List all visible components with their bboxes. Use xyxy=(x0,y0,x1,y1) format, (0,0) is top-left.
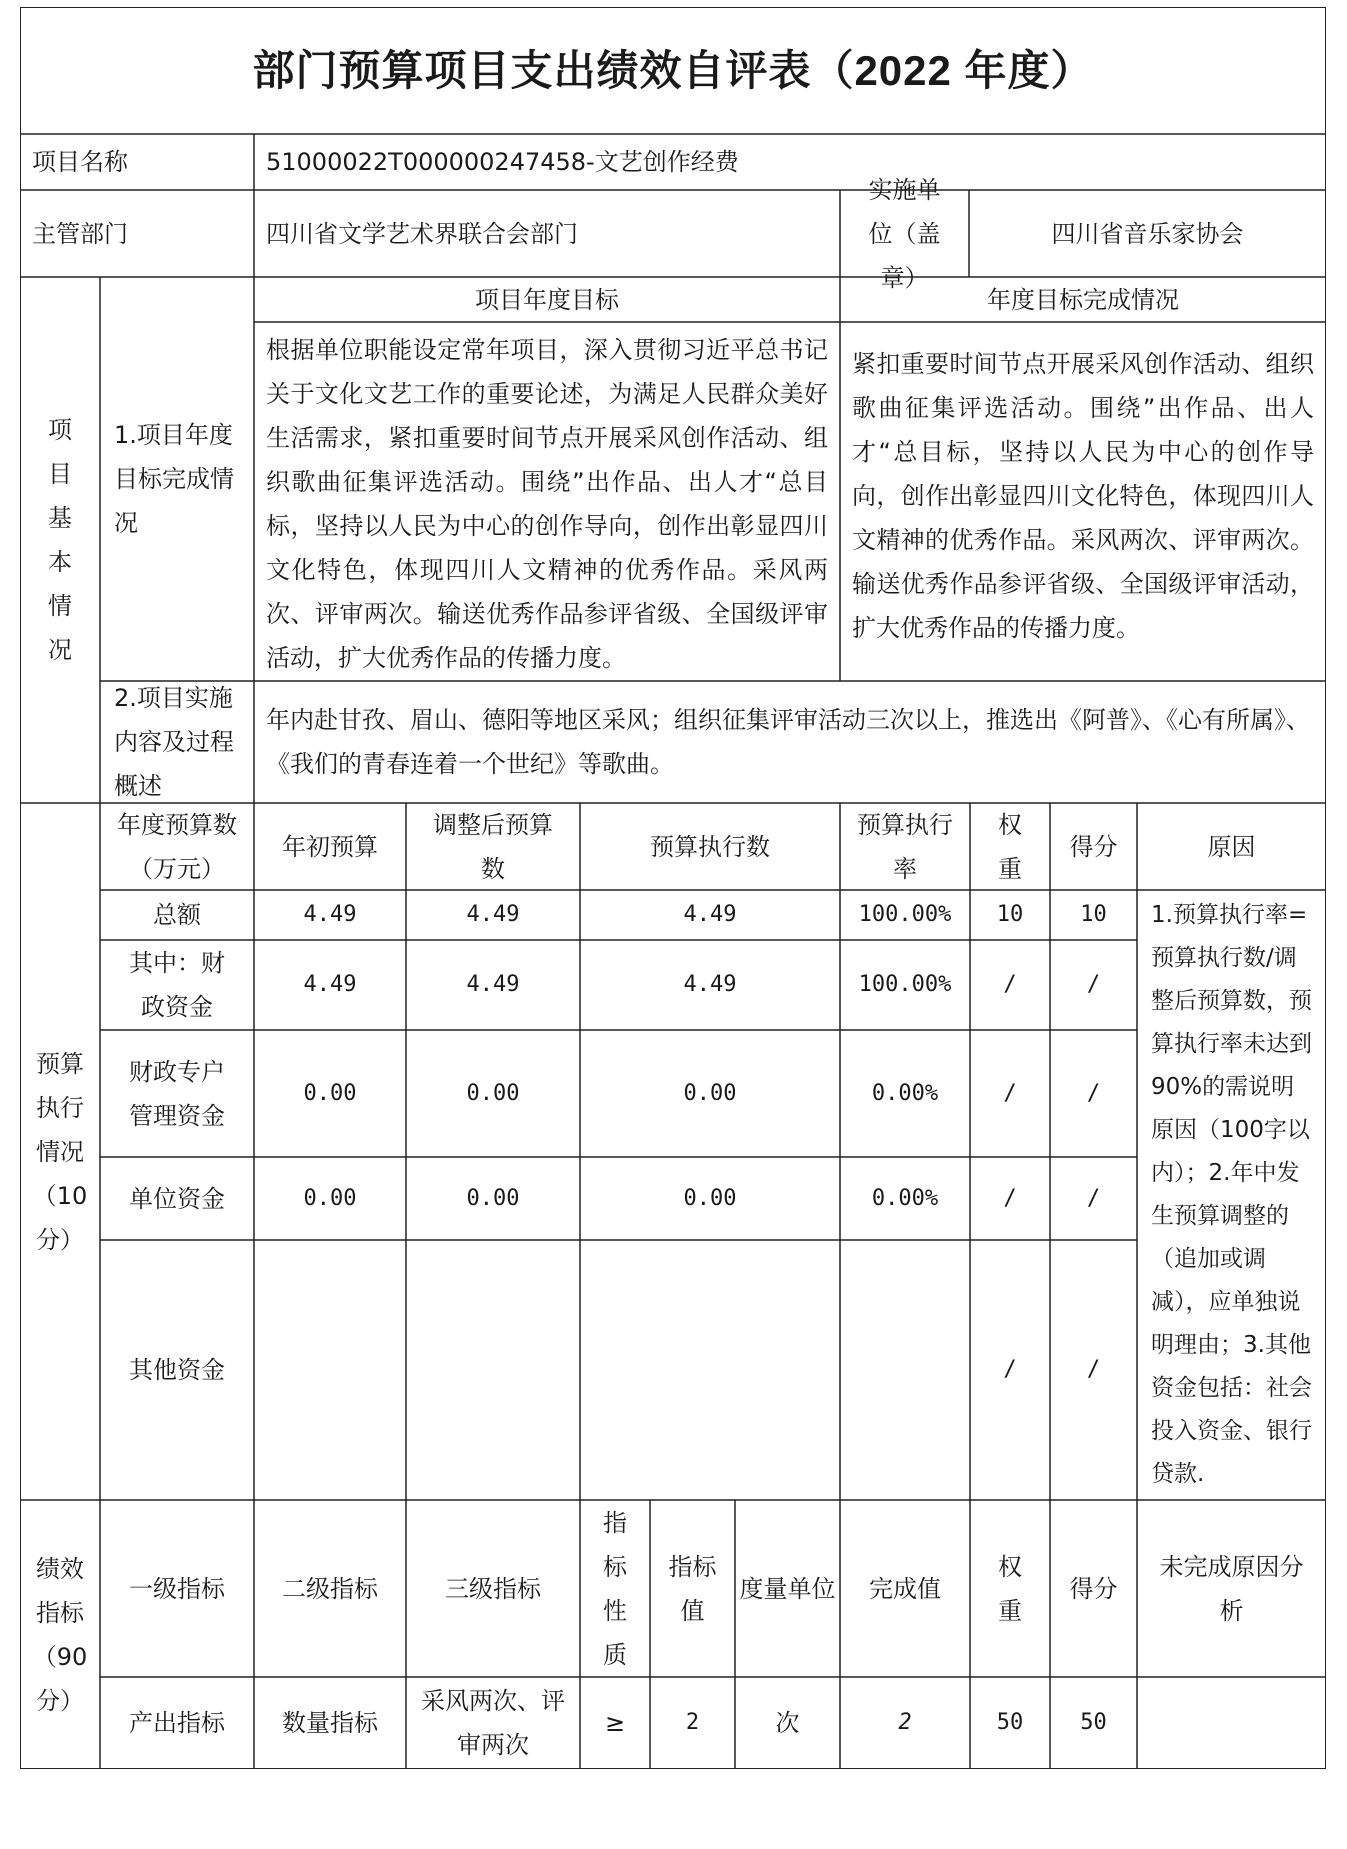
budget-section-label: 预算执行情况（10分） xyxy=(32,1049,88,1254)
perf-row-level2: 数量指标 xyxy=(282,1709,378,1737)
performance-section-label: 绩效指标（90分） xyxy=(32,1554,88,1715)
perf-row-level3: 采风两次、评审两次 xyxy=(421,1687,565,1759)
page-title: 部门预算项目支出绩效自评表（2022 年度） xyxy=(252,46,1094,94)
perf-header-completed: 完成值 xyxy=(869,1574,941,1603)
budget-reason-text: 1.预算执行率=预算执行数/调整后预算数，预算执行率未达到90%的需说明原因（100字以内）；2.年中发生预算调整的（追加或调减），应单独说明理由；3.其他资金包括：社会投入资金、银行贷款. xyxy=(1151,902,1312,1487)
budget-row-score: / xyxy=(1086,1080,1101,1106)
budget-row-category: 其他资金 xyxy=(129,1356,225,1384)
goal-label: 1.项目年度目标完成情况 xyxy=(114,421,234,537)
budget-row-executed xyxy=(580,1240,840,1500)
project-name-value: 51000022T000000247458-文艺创作经费 xyxy=(266,148,739,176)
perf-row-weight: 50 xyxy=(996,1710,1024,1735)
budget-header-executed: 预算执行数 xyxy=(650,832,770,861)
perf-row-level1: 产出指标 xyxy=(129,1709,225,1737)
perf-header-unit: 度量单位 xyxy=(739,1574,836,1603)
budget-row-initial: 0.00 xyxy=(303,1185,357,1211)
budget-row-adjusted: 0.00 xyxy=(466,1080,520,1106)
budget-row-score: 10 xyxy=(1080,902,1107,927)
perf-row-score: 50 xyxy=(1080,1710,1107,1735)
perf-row-completed: 2 xyxy=(898,1710,912,1735)
budget-row-category: 总额 xyxy=(153,901,201,929)
perf-header-level1: 一级指标 xyxy=(129,1574,225,1603)
budget-header-weight: 权重 xyxy=(998,810,1022,883)
goal-text: 根据单位职能设定常年项目，深入贯彻习近平总书记关于文化文艺工作的重要论述，为满足人民群众美好生活需求，紧扣重要时间节点开展采风创作活动、组织歌曲征集评选活动。围绕”出作品、出人才“总目标，坚持以人民为中心的创作导向，创作出彰显四川文化特色，体现四川人文精神的优秀作品。采风两次、评审两次。输送优秀作品参评省级、全国级评审活动，扩大优秀作品的传播力度。 xyxy=(266,336,828,672)
budget-row-initial: 4.49 xyxy=(303,902,357,927)
budget-row-rate: 100.00% xyxy=(858,902,952,927)
completion-text: 紧扣重要时间节点开展采风创作活动、组织歌曲征集评选活动。围绕”出作品、出人才“总目标，坚持以人民为中心的创作导向，创作出彰显四川文化特色，体现四川人文精神的优秀作品。采风两次、评审两次。输送优秀作品参评省级、全国级评审活动，扩大优秀作品的传播力度。 xyxy=(852,350,1314,642)
perf-header-level3: 三级指标 xyxy=(445,1574,541,1603)
budget-row-executed: 0.00 xyxy=(683,1080,737,1106)
budget-header-rate: 预算执行率 xyxy=(857,810,953,883)
completion-header: 年度目标完成情况 xyxy=(987,285,1179,314)
perf-row-reason xyxy=(1137,1677,1326,1769)
budget-row-weight: / xyxy=(1003,1080,1017,1106)
budget-header-adjusted: 调整后预算数 xyxy=(433,810,553,883)
perf-header-reason: 未完成原因分析 xyxy=(1159,1552,1304,1625)
budget-header-category: 年度预算数（万元） xyxy=(117,810,237,883)
budget-row-executed: 4.49 xyxy=(683,972,737,997)
budget-row-initial: 0.00 xyxy=(303,1080,357,1106)
budget-row-score: / xyxy=(1086,1357,1101,1382)
perf-header-nature: 指标性质 xyxy=(603,1508,627,1669)
basic-info-label: 项目基本情况 xyxy=(48,416,72,664)
budget-header-reason: 原因 xyxy=(1207,832,1256,861)
self-evaluation-table xyxy=(20,7,1326,1769)
budget-row-adjusted xyxy=(406,1240,580,1500)
budget-row-adjusted: 4.49 xyxy=(466,902,520,927)
perf-header-value: 指标值 xyxy=(668,1552,717,1625)
budget-row-executed: 4.49 xyxy=(683,902,737,927)
budget-row-category: 财政专户管理资金 xyxy=(129,1057,225,1130)
budget-row-adjusted: 0.00 xyxy=(466,1185,520,1211)
budget-header-score: 得分 xyxy=(1069,832,1118,861)
budget-row-weight: / xyxy=(1003,1357,1017,1382)
perf-row-nature: ≥ xyxy=(604,1709,626,1737)
perf-header-level2: 二级指标 xyxy=(282,1574,378,1603)
budget-row-score: / xyxy=(1086,972,1101,997)
budget-row-rate: 0.00% xyxy=(871,1080,939,1106)
budget-row-score: / xyxy=(1086,1185,1101,1211)
budget-row-adjusted: 4.49 xyxy=(466,972,520,997)
budget-row-category: 其中：财政资金 xyxy=(129,949,225,1021)
goal-header: 项目年度目标 xyxy=(475,285,619,314)
budget-row-rate: 0.00% xyxy=(871,1185,939,1211)
budget-row-initial xyxy=(254,1240,406,1500)
perf-header-weight: 权重 xyxy=(998,1552,1022,1625)
project-name-label: 项目名称 xyxy=(32,148,128,176)
budget-row-initial: 4.49 xyxy=(303,972,357,997)
perf-row-unit: 次 xyxy=(775,1709,800,1737)
budget-row-weight: / xyxy=(1003,972,1017,997)
budget-row-executed: 0.00 xyxy=(683,1185,737,1211)
budget-row-rate: 100.00% xyxy=(858,972,952,997)
impl-text: 年内赴甘孜、眉山、德阳等地区采风；组织征集评审活动三次以上，推选出《阿普》、《心有所属》、《我们的青春连着一个世纪》等歌曲。 xyxy=(266,706,1310,778)
budget-row-rate xyxy=(840,1240,970,1500)
budget-row-weight: / xyxy=(1003,1185,1017,1211)
dept-value: 四川省文学艺术界联合会部门 xyxy=(266,219,578,248)
unit-value: 四川省音乐家协会 xyxy=(1051,219,1244,248)
budget-header-initial: 年初预算 xyxy=(282,832,378,861)
budget-row-weight: 10 xyxy=(996,902,1024,927)
dept-label: 主管部门 xyxy=(32,219,128,248)
perf-header-score: 得分 xyxy=(1069,1574,1118,1603)
unit-label: 实施单位（盖章） xyxy=(868,175,941,292)
impl-label: 2.项目实施内容及过程概述 xyxy=(114,684,234,800)
perf-row-value: 2 xyxy=(685,1710,700,1735)
budget-row-category: 单位资金 xyxy=(129,1184,225,1213)
